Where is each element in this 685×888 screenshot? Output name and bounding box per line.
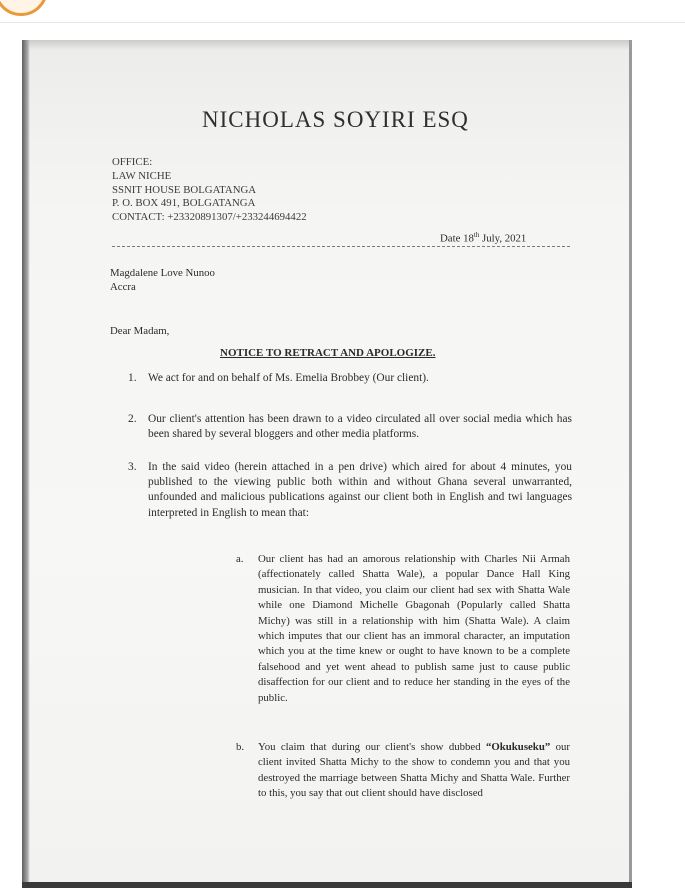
avatar[interactable] — [0, 0, 48, 16]
recipient-block — [110, 266, 215, 294]
recipient-name: Magdalene Love Nunoo — [110, 267, 215, 279]
office-line: CONTACT: +23320891307/+233244694422 — [112, 211, 307, 224]
office-line: LAW NICHE — [112, 169, 172, 182]
recipient-city: Accra — [110, 281, 136, 293]
date-ordinal: th — [473, 231, 480, 239]
paragraph-number: 1. — [128, 372, 137, 384]
letterhead-title: NICHOLAS SOYIRI ESQ — [202, 107, 469, 132]
show-name: “Okukuseku” — [486, 741, 551, 753]
date-prefix: Date 18 — [440, 232, 474, 245]
letter-date — [440, 228, 526, 247]
paragraph-number: 2. — [128, 413, 137, 425]
sub-paragraph-text: You claim that during our client's show dubbed — [258, 741, 486, 753]
office-line: OFFICE: — [112, 156, 153, 168]
letter-document — [22, 40, 632, 888]
paragraph-text: We act for and on behalf of Ms. Emelia Brobbey (Our client). — [148, 372, 429, 384]
divider — [0, 22, 685, 23]
sub-paragraph — [236, 552, 570, 706]
paragraph-text: Our client's attention has been drawn to a video circulated all over social media which has been shared by several bloggers and other media platforms. — [148, 413, 572, 441]
numbered-paragraph — [128, 460, 572, 521]
numbered-paragraph — [128, 412, 572, 442]
sub-paragraph-label: b. — [236, 741, 245, 753]
office-line: P. O. BOX 491, BOLGATANGA — [112, 197, 256, 210]
letter-photo[interactable] — [22, 40, 632, 888]
office-address — [112, 156, 307, 225]
notice-heading: NOTICE TO RETRACT AND APOLOGIZE. — [220, 347, 436, 359]
sub-paragraph — [236, 740, 570, 802]
date-suffix: July, 2021 — [479, 232, 527, 245]
paragraph-number: 3. — [128, 461, 137, 473]
office-line: SSNIT HOUSE BOLGATANGA — [112, 183, 257, 196]
sub-paragraph-text-continued: our client invited Shatta Michy to the show to condemn you and that you destroyed the marriage between Shatta Michy and Shatta Wale. Further to this, you say that out client should have disclosed — [258, 741, 570, 800]
sub-paragraph-text: Our client has had an amorous relationship with Charles Nii Armah (affectionately called Shatta Wale), a popular Dance Hall King musician. In that video, you claim our client had sex with Shatta Wale while one Diamond Michelle Gbagonah (Popularly called Shatta Michy) was still in a relationship with him (Shatta Wale). A claim which imputes that our client has an immoral character, an imputation which you at the time knew or ought to have known to be a complete falsehood and yet went ahead to publish same just to cause public disaffection for our client and to reduce her standing in the eyes of the public. — [258, 553, 570, 704]
numbered-paragraph — [128, 371, 572, 386]
paragraph-text: In the said video (herein attached in a pen drive) which aired for about 4 minutes, you published to the viewing public both within and without Ghana several unwarranted, unfounded and malicious publications against our client both in English and twi languages interpreted in English to mean that: — [148, 461, 572, 519]
sub-paragraph-label: a. — [236, 553, 244, 565]
dashed-divider — [112, 246, 570, 247]
salutation: Dear Madam, — [110, 325, 170, 337]
photo-bottom-edge — [22, 882, 632, 888]
